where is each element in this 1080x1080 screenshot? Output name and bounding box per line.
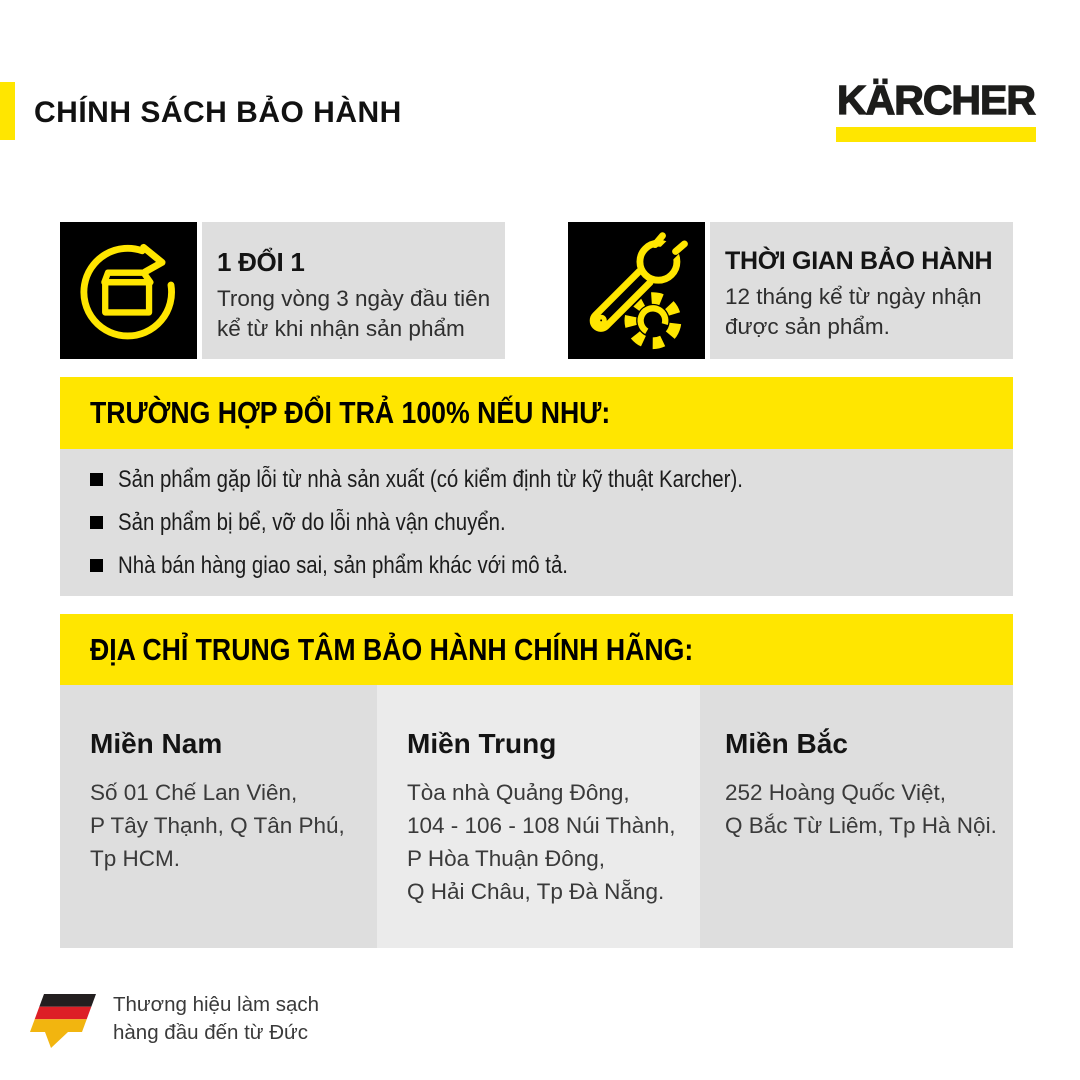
warranty-time-card [710,222,1013,359]
address-line: Q Bắc Từ Liêm, Tp Hà Nội. [725,813,997,838]
list-item-text: Sản phẩm bị bể, vỡ do lỗi nhà vận chuyển. [118,508,506,536]
region-south [60,685,377,948]
service-centers-banner-text: ĐỊA CHỈ TRUNG TÂM BẢO HÀNH CHÍNH HÃNG: [90,631,694,667]
list-item-text: Nhà bán hàng giao sai, sản phẩm khác với mô tả. [118,551,568,579]
warranty-time-card-line2: được sản phẩm. [725,314,890,339]
exchange-card [202,222,505,359]
karcher-logo-yellow-bar [836,127,1036,142]
address-line: Q Hải Châu, Tp Đà Nẵng. [407,879,665,904]
return-policy-banner [60,377,1013,449]
address-line: Tòa nhà Quảng Đông, [407,780,630,805]
exchange-icon-tile [60,222,197,359]
address-line: Số 01 Chế Lan Viên, [90,780,298,805]
square-bullet-icon [90,516,103,529]
title-accent-bar [0,82,15,140]
warranty-time-card-line1: 12 tháng kể từ ngày nhận [725,284,982,309]
list-item [90,509,1013,537]
square-bullet-icon [90,559,103,572]
address-line: 104 - 106 - 108 Núi Thành, [407,813,676,838]
list-item-text: Sản phẩm gặp lỗi từ nhà sản xuất (có kiểm định từ kỹ thuật Karcher). [118,465,743,493]
region-name: Miền Trung [407,728,557,759]
brand-tagline [113,991,319,1047]
warranty-time-card-title: THỜI GIAN BẢO HÀNH [725,247,993,275]
exchange-card-title: 1 ĐỔI 1 [217,247,305,277]
address-line: 252 Hoàng Quốc Việt, [725,780,946,805]
address-line: Tp HCM. [90,846,180,871]
return-policy-banner-text: TRƯỜNG HỢP ĐỔI TRẢ 100% NẾU NHƯ: [90,395,611,430]
region-name: Miền Nam [90,728,223,759]
service-centers-banner [60,614,1013,685]
exchange-card-line2: kể từ khi nhận sản phẩm [217,316,465,341]
exchange-card-line1: Trong vòng 3 ngày đầu tiên [217,286,491,311]
tagline-line1: Thương hiệu làm sạch [113,993,320,1016]
region-central [377,685,700,948]
square-bullet-icon [90,473,103,486]
list-item [90,466,1013,494]
wrench-gear-icon [568,222,705,359]
list-item [90,552,1013,580]
address-line: P Hòa Thuận Đông, [407,846,606,871]
return-policy-list [60,449,1013,596]
region-name: Miền Bắc [725,728,848,759]
germany-flag-icon [30,988,100,1052]
box-exchange-icon [60,222,197,359]
page-title: CHÍNH SÁCH BẢO HÀNH [34,96,402,129]
karcher-logo-text: KÄRCHER [837,77,1035,123]
karcher-logo [836,77,1036,142]
address-line: P Tây Thạnh, Q Tân Phú, [90,813,345,838]
region-north [700,685,1013,948]
warranty-time-icon-tile [568,222,705,359]
tagline-line2: hàng đầu đến từ Đức [113,1021,308,1044]
